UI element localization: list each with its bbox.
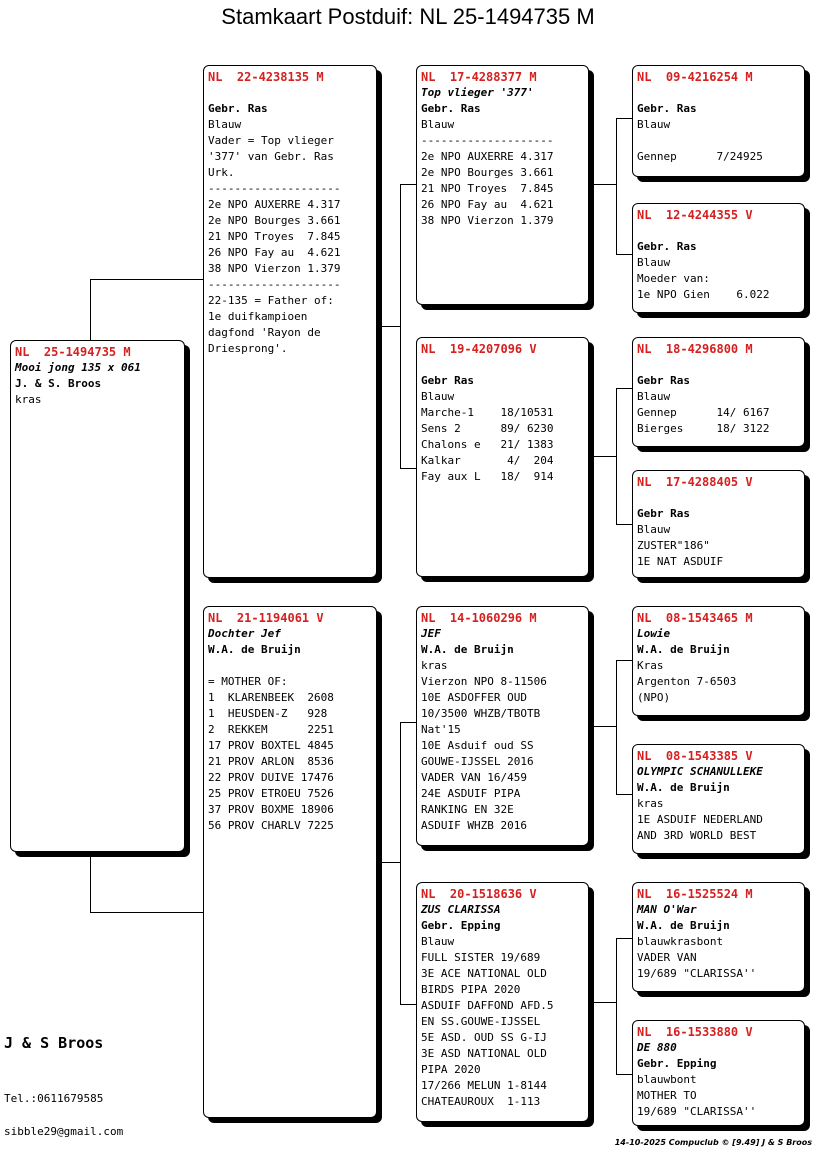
card-line: Bierges 18/ 3122 xyxy=(637,422,770,435)
card-dsd xyxy=(632,744,805,854)
card-dam-dam xyxy=(416,882,589,1122)
card-line: 2e NPO Bourges 3.661 xyxy=(208,214,341,227)
card-line: CHATEAUROUX 1-113 xyxy=(421,1095,541,1108)
connector xyxy=(616,794,633,795)
card-line: 10E ASDOFFER OUD xyxy=(421,691,527,704)
card-line: MOTHER TO xyxy=(637,1089,697,1102)
card-line: Vierzon NPO 8-11506 xyxy=(421,675,547,688)
card-line: EN SS.GOUWE-IJSSEL xyxy=(421,1015,541,1028)
card-line: Moeder van: xyxy=(637,272,710,285)
card-line: 56 PROV CHARLV 7225 xyxy=(208,819,334,832)
card-line: ASDUIF DAFFOND AFD.5 xyxy=(421,999,554,1012)
connector xyxy=(400,1004,417,1005)
card-line: Gebr Ras xyxy=(421,374,474,387)
card-ssd xyxy=(632,203,805,313)
card-line: W.A. de Bruijn xyxy=(208,643,301,656)
card-line: J. & S. Broos xyxy=(15,377,102,390)
connector xyxy=(616,660,633,661)
card-line: Gennep 14/ 6167 xyxy=(637,406,770,419)
card-line: MAN O'War xyxy=(637,903,697,916)
card-line: Vader = Top vlieger xyxy=(208,134,334,147)
ring-number: NL 19-4207096 V xyxy=(421,342,537,356)
card-line: DE 880 xyxy=(637,1041,677,1054)
card-line: Blauw xyxy=(421,118,455,131)
connector xyxy=(594,184,616,185)
connector xyxy=(616,938,633,939)
card-line: 38 NPO Vierzon 1.379 xyxy=(208,262,341,275)
card-sire-dam xyxy=(416,337,589,577)
card-line: W.A. de Bruijn xyxy=(637,919,730,932)
card-sire xyxy=(203,65,377,578)
card-sss xyxy=(632,65,805,177)
card-line: Top vlieger '377' xyxy=(421,86,534,99)
ring-number: NL 17-4288405 V xyxy=(637,475,753,489)
connector xyxy=(616,118,617,254)
card-line: dagfond 'Rayon de xyxy=(208,326,321,339)
card-line: ZUSTER"186" xyxy=(637,539,710,552)
card-line: Argenton 7-6503 xyxy=(637,675,737,688)
card-line: RANKING EN 32E xyxy=(421,803,514,816)
card-subject xyxy=(10,340,185,852)
ring-number: NL 18-4296800 M xyxy=(637,342,753,356)
card-line: 26 NPO Fay au 4.621 xyxy=(421,198,554,211)
card-line: Kalkar 4/ 204 xyxy=(421,454,554,467)
card-line: 1E ASDUIF NEDERLAND xyxy=(637,813,763,826)
card-sds xyxy=(632,337,805,447)
card-line: 19/689 "CLARISSA'' xyxy=(637,1105,757,1118)
connector xyxy=(594,1002,616,1003)
card-line xyxy=(421,357,584,373)
connector xyxy=(616,660,617,794)
card-line: 25 PROV ETROEU 7526 xyxy=(208,787,334,800)
card-line: 26 NPO Fay au 4.621 xyxy=(208,246,341,259)
card-line: 2e NPO AUXERRE 4.317 xyxy=(421,150,554,163)
card-line: FULL SISTER 19/689 xyxy=(421,951,541,964)
ring-number: NL 16-1533880 V xyxy=(637,1025,753,1039)
card-line: 2e NPO Bourges 3.661 xyxy=(421,166,554,179)
connector xyxy=(616,254,633,255)
card-line: W.A. de Bruijn xyxy=(421,643,514,656)
card-dss xyxy=(632,606,805,716)
connector xyxy=(90,912,204,913)
card-line: blauwbont xyxy=(637,1073,697,1086)
card-line xyxy=(208,85,372,101)
card-line: VADER VAN 16/459 xyxy=(421,771,527,784)
connector xyxy=(594,726,616,727)
connector xyxy=(380,862,400,863)
card-sdd xyxy=(632,470,805,578)
card-line: = MOTHER OF: xyxy=(208,675,288,688)
card-line: ZUS CLARISSA xyxy=(421,903,501,916)
card-line: Sens 2 89/ 6230 xyxy=(421,422,554,435)
card-line: 17 PROV BOXTEL 4845 xyxy=(208,739,334,752)
card-sire-sire xyxy=(416,65,589,305)
card-line: 22-135 = Father of: xyxy=(208,294,334,307)
connector xyxy=(400,468,417,469)
card-line: Fay aux L 18/ 914 xyxy=(421,470,554,483)
connector xyxy=(616,388,633,389)
connector xyxy=(90,279,91,340)
connector xyxy=(400,184,401,468)
card-line: Lowie xyxy=(637,627,671,640)
card-line: 2 REKKEM 2251 xyxy=(208,723,334,736)
card-dam xyxy=(203,606,377,1118)
ring-number: NL 17-4288377 M xyxy=(421,70,537,84)
connector xyxy=(380,326,400,327)
footer-credit: 14-10-2025 Compuclub © [9.49] J & S Broos xyxy=(614,1138,812,1147)
card-line: 3E ACE NATIONAL OLD xyxy=(421,967,547,980)
connector xyxy=(616,388,617,524)
card-line: Blauw xyxy=(637,118,671,131)
owner-phone: Tel.:0611679585 xyxy=(4,1092,104,1105)
connector xyxy=(594,456,616,457)
card-line xyxy=(637,357,800,373)
card-line: Gebr. Epping xyxy=(421,919,501,932)
connector xyxy=(90,279,204,280)
card-line: -------------------- xyxy=(421,134,554,147)
card-line: 1E NAT ASDUIF xyxy=(637,555,724,568)
connector xyxy=(616,1074,633,1075)
card-line: Mooi jong 135 x 061 xyxy=(15,361,141,374)
ring-number: NL 25-1494735 M xyxy=(15,345,131,359)
card-line: Kras xyxy=(637,659,664,672)
card-line: Blauw xyxy=(637,390,671,403)
connector xyxy=(616,118,633,119)
ring-number: NL 08-1543385 V xyxy=(637,749,753,763)
card-line: '377' van Gebr. Ras xyxy=(208,150,334,163)
card-line: Nat'15 xyxy=(421,723,461,736)
connector xyxy=(616,938,617,1074)
card-line: kras xyxy=(637,797,664,810)
card-line: 19/689 "CLARISSA'' xyxy=(637,967,757,980)
ring-number: NL 08-1543465 M xyxy=(637,611,753,625)
card-line: -------------------- xyxy=(208,278,341,291)
connector xyxy=(400,722,401,1004)
card-line: 24E ASDUIF PIPA xyxy=(421,787,521,800)
card-line: 21 PROV ARLON 8536 xyxy=(208,755,334,768)
card-line: -------------------- xyxy=(208,182,341,195)
card-line: OLYMPIC SCHANULLEKE xyxy=(637,765,763,778)
card-line: 3E ASD NATIONAL OLD xyxy=(421,1047,547,1060)
card-line xyxy=(208,658,372,674)
card-line: 10E Asduif oud SS xyxy=(421,739,534,752)
card-line: PIPA 2020 xyxy=(421,1063,481,1076)
owner-email: sibble29@gmail.com xyxy=(4,1125,124,1138)
card-line: Blauw xyxy=(421,935,455,948)
card-line: kras xyxy=(15,393,42,406)
card-line: Driesprong'. xyxy=(208,342,288,355)
ring-number: NL 21-1194061 V xyxy=(208,611,324,625)
connector xyxy=(90,857,91,912)
card-line: GOUWE-IJSSEL 2016 xyxy=(421,755,534,768)
card-line: 37 PROV BOXME 18906 xyxy=(208,803,334,816)
card-line: W.A. de Bruijn xyxy=(637,643,730,656)
card-line: Gebr. Epping xyxy=(637,1057,717,1070)
card-line: 38 NPO Vierzon 1.379 xyxy=(421,214,554,227)
card-line: AND 3RD WORLD BEST xyxy=(637,829,757,842)
card-line: 21 NPO Troyes 7.845 xyxy=(421,182,554,195)
card-line: Gebr. Ras xyxy=(637,102,697,115)
card-line: (NPO) xyxy=(637,691,671,704)
card-line: BIRDS PIPA 2020 xyxy=(421,983,521,996)
card-line: W.A. de Bruijn xyxy=(637,781,730,794)
card-line xyxy=(637,85,800,101)
card-line: 1 KLARENBEEK 2608 xyxy=(208,691,334,704)
connector xyxy=(400,722,417,723)
card-line: 1 HEUSDEN-Z 928 xyxy=(208,707,328,720)
card-line: Blauw xyxy=(637,256,671,269)
card-line: VADER VAN xyxy=(637,951,697,964)
ring-number: NL 12-4244355 V xyxy=(637,208,753,222)
card-line: Gebr Ras xyxy=(637,507,690,520)
ring-number: NL 14-1060296 M xyxy=(421,611,537,625)
card-line: 5E ASD. OUD SS G-IJ xyxy=(421,1031,547,1044)
connector xyxy=(616,524,633,525)
owner-name: J & S Broos xyxy=(4,1034,104,1052)
card-line: 17/266 MELUN 1-8144 xyxy=(421,1079,547,1092)
card-line xyxy=(637,490,800,506)
card-line: Marche-1 18/10531 xyxy=(421,406,554,419)
card-line: Gebr. Ras xyxy=(421,102,481,115)
card-line: 1e NPO Gien 6.022 xyxy=(637,288,770,301)
ring-number: NL 22-4238135 M xyxy=(208,70,324,84)
card-line: 10/3500 WHZB/TBOTB xyxy=(421,707,541,720)
page-title: Stamkaart Postduif: NL 25-1494735 M xyxy=(221,4,595,29)
card-ddd xyxy=(632,1020,805,1126)
card-line: Chalons e 21/ 1383 xyxy=(421,438,554,451)
card-line xyxy=(637,223,800,239)
card-line: Blauw xyxy=(208,118,242,131)
card-line xyxy=(637,133,800,149)
card-line: 2e NPO AUXERRE 4.317 xyxy=(208,198,341,211)
card-line: JEF xyxy=(421,627,441,640)
ring-number: NL 09-4216254 M xyxy=(637,70,753,84)
card-line: Gebr Ras xyxy=(637,374,690,387)
ring-number: NL 16-1525524 M xyxy=(637,887,753,901)
card-line: Gennep 7/24925 xyxy=(637,150,763,163)
connector xyxy=(400,184,417,185)
card-line: 21 NPO Troyes 7.845 xyxy=(208,230,341,243)
card-dds xyxy=(632,882,805,992)
card-line: Dochter Jef xyxy=(208,627,281,640)
card-line: ASDUIF WHZB 2016 xyxy=(421,819,527,832)
card-line: Gebr. Ras xyxy=(637,240,697,253)
card-line: Gebr. Ras xyxy=(208,102,268,115)
card-line: Blauw xyxy=(421,390,455,403)
ring-number: NL 20-1518636 V xyxy=(421,887,537,901)
card-dam-sire xyxy=(416,606,589,846)
card-line: Urk. xyxy=(208,166,235,179)
card-line: kras xyxy=(421,659,448,672)
card-line: blauwkrasbont xyxy=(637,935,724,948)
card-line: Blauw xyxy=(637,523,671,536)
card-line: 1e duifkampioen xyxy=(208,310,308,323)
card-line: 22 PROV DUIVE 17476 xyxy=(208,771,334,784)
